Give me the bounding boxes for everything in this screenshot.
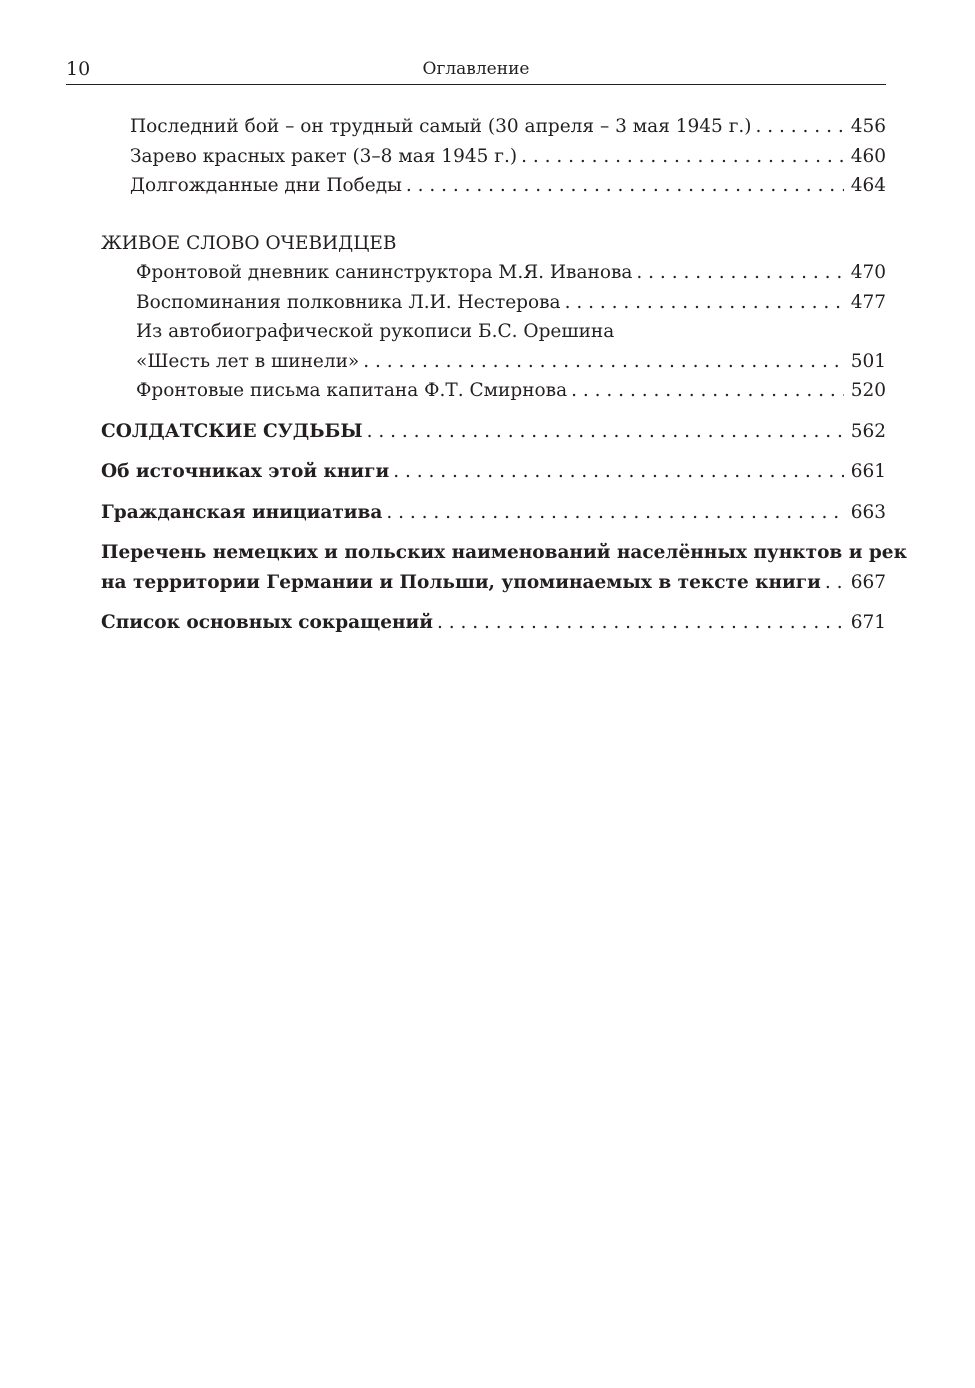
toc-entry-soldier-fates[interactable] bbox=[101, 417, 886, 447]
dot-leader bbox=[571, 376, 844, 406]
dot-leader bbox=[565, 288, 844, 318]
toc-entry-page: 520 bbox=[850, 380, 886, 401]
toc-entry-title: Гражданская инициатива bbox=[101, 501, 383, 523]
toc-entry-title: Воспоминания полковника Л.И. Нестерова bbox=[136, 291, 561, 313]
toc-entry-civil-initiative[interactable] bbox=[101, 498, 886, 528]
toc-entry-page: 456 bbox=[850, 116, 886, 137]
dot-leader bbox=[386, 498, 844, 528]
toc-entry-title-line: Из автобиографической рукописи Б.С. Орешина bbox=[136, 321, 615, 342]
toc-entry[interactable] bbox=[101, 288, 886, 318]
dot-leader bbox=[437, 608, 844, 638]
toc-entry-title: Список основных сокращений bbox=[101, 612, 433, 633]
dot-leader bbox=[825, 568, 844, 598]
toc-entry-place-names[interactable] bbox=[101, 568, 886, 598]
toc-entry-page: 460 bbox=[850, 145, 886, 167]
toc-entry[interactable] bbox=[101, 376, 886, 406]
table-of-contents bbox=[101, 112, 907, 638]
toc-entry-page: 663 bbox=[850, 501, 886, 523]
toc-entry-page: 477 bbox=[850, 291, 886, 313]
toc-entry-title: Фронтовой дневник санинструктора М.Я. Иванова bbox=[136, 262, 633, 283]
toc-entry-page: 464 bbox=[850, 175, 886, 196]
toc-entry-title: Фронтовые письма капитана Ф.Т. Смирнова bbox=[136, 380, 568, 401]
page-header bbox=[66, 56, 886, 85]
toc-entry[interactable] bbox=[101, 171, 886, 201]
toc-entry-title: Об источниках этой книги bbox=[101, 461, 390, 482]
toc-entry-title: «Шесть лет в шинели» bbox=[136, 350, 360, 372]
toc-entry-page: 667 bbox=[850, 571, 886, 593]
dot-leader bbox=[367, 417, 844, 447]
dot-leader bbox=[521, 142, 844, 172]
toc-entry[interactable] bbox=[101, 258, 886, 288]
running-title: Оглавление bbox=[422, 59, 530, 79]
toc-entry-sources[interactable] bbox=[101, 457, 886, 487]
toc-entry-title: Последний бой – он трудный самый (30 апреля – 3 мая 1945 г.) bbox=[130, 116, 752, 137]
toc-entry-title: Зарево красных ракет (3–8 мая 1945 г.) bbox=[130, 145, 518, 167]
toc-entry[interactable] bbox=[101, 112, 886, 142]
section-heading: ЖИВОЕ СЛОВО ОЧЕВИДЦЕВ bbox=[101, 232, 397, 254]
toc-entry-title: на территории Германии и Польши, упоминаемых в тексте книги bbox=[101, 571, 821, 593]
toc-entry-page: 661 bbox=[850, 461, 886, 482]
dot-leader bbox=[363, 347, 844, 377]
toc-entry[interactable] bbox=[101, 347, 886, 377]
dot-leader bbox=[636, 258, 844, 288]
toc-entry-title: Долгожданные дни Победы bbox=[130, 175, 402, 196]
page-number: 10 bbox=[66, 58, 91, 80]
dot-leader bbox=[756, 112, 845, 142]
toc-entry-page: 671 bbox=[850, 612, 886, 633]
toc-entry-abbreviations[interactable] bbox=[101, 608, 886, 638]
toc-entry-page: 562 bbox=[850, 420, 886, 442]
toc-entry-title-line: Перечень немецких и польских наименований населённых пунктов и рек bbox=[101, 542, 907, 563]
toc-entry-title: СОЛДАТСКИЕ СУДЬБЫ bbox=[101, 420, 363, 442]
toc-entry-page: 501 bbox=[850, 350, 886, 372]
toc-entry[interactable] bbox=[101, 142, 886, 172]
toc-entry-page: 470 bbox=[850, 262, 886, 283]
dot-leader bbox=[406, 171, 844, 201]
dot-leader bbox=[393, 457, 844, 487]
